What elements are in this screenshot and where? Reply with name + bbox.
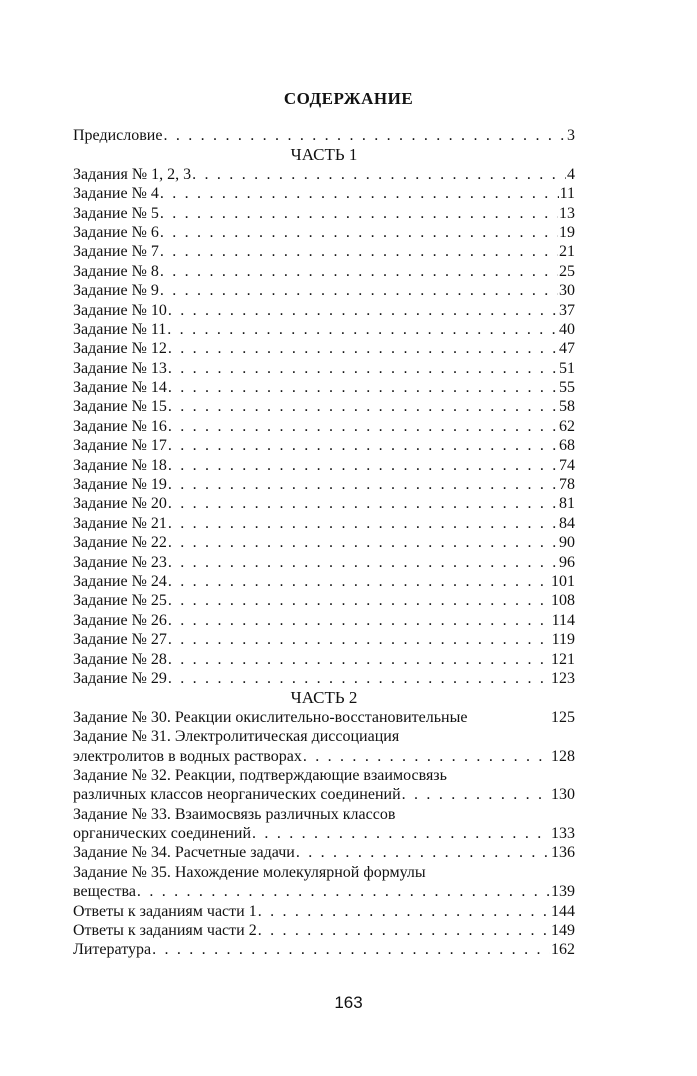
toc-entry-page: 68 (559, 437, 575, 455)
dot-leader (163, 126, 566, 145)
toc-entry-answers-1 (73, 902, 575, 921)
toc-entry-label: Задание № 11 (73, 320, 167, 338)
toc-entry-label: Задание № 18 (73, 456, 167, 474)
toc-entry-34 (73, 843, 575, 862)
toc-entry-label: Задание № 14 (73, 379, 167, 397)
toc-entry-page: 62 (559, 417, 575, 435)
toc-entry-page: 74 (559, 456, 575, 474)
dot-leader (258, 902, 550, 921)
toc-entry-label: Задание № 10 (73, 301, 167, 319)
toc-entry-label: Ответы к заданиям части 1 (73, 902, 257, 920)
toc-entry (73, 339, 575, 358)
toc-entry (73, 572, 575, 591)
toc-entry-label: Задание № 12 (73, 340, 167, 358)
toc-entry-literature (73, 940, 575, 959)
toc-entry (73, 242, 575, 261)
dot-leader (168, 494, 558, 513)
toc-entry (73, 223, 575, 242)
toc-entry-label: Задание № 4 (73, 185, 159, 203)
toc-entry-label: Задание № 27 (73, 631, 167, 649)
toc-entry-label: Задание № 23 (73, 553, 167, 571)
part1-entries (73, 165, 575, 689)
dot-leader (303, 747, 550, 766)
dot-leader (168, 436, 558, 455)
toc-entry-page: 136 (551, 844, 575, 862)
toc-entry (73, 320, 575, 339)
toc-entry-page: 21 (559, 243, 575, 261)
dot-leader (168, 591, 550, 610)
toc-entry (73, 301, 575, 320)
dot-leader (137, 882, 550, 901)
part2-heading: ЧАСТЬ 2 (290, 688, 358, 708)
toc-entry (73, 669, 575, 688)
dot-leader (402, 785, 550, 804)
dot-leader (168, 650, 550, 669)
dot-leader (160, 184, 559, 203)
toc-entry-page: 144 (551, 902, 575, 920)
toc-entry-page: 130 (551, 786, 575, 804)
toc-entry-page: 128 (551, 747, 575, 765)
toc-entry-page: 162 (551, 941, 575, 959)
toc-entry-label: Задание № 26 (73, 611, 167, 629)
toc-entry-label: Задание № 29 (73, 669, 167, 687)
dot-leader (168, 630, 551, 649)
toc-entry (73, 184, 575, 203)
toc-entry-label: Задание № 7 (73, 243, 159, 261)
toc-entry-31-line1: Задание № 31. Электролитическая диссоциация (73, 728, 400, 746)
toc-entry-page: 13 (559, 204, 575, 222)
part1-heading: ЧАСТЬ 1 (290, 145, 358, 165)
toc-entry-page: 108 (551, 592, 575, 610)
toc-entry-page: 101 (551, 572, 575, 590)
toc-entry-page: 37 (559, 301, 575, 319)
toc-entry-page: 149 (551, 922, 575, 940)
toc-entry (73, 553, 575, 572)
toc-entry (73, 281, 575, 300)
toc-entry-preface (73, 126, 575, 145)
toc-entry-35-line1: Задание № 35. Нахождение молекулярной формулы (73, 863, 426, 881)
toc-entry-page: 78 (559, 476, 575, 494)
toc-entry-answers-2 (73, 921, 575, 940)
toc-entry-label: Задание № 22 (73, 534, 167, 552)
toc-entry-35 (73, 882, 575, 901)
dot-leader (152, 940, 550, 959)
dot-leader (160, 223, 558, 242)
toc-entry-page: 84 (559, 514, 575, 532)
toc-entry-label: Задание № 24 (73, 572, 167, 590)
toc-entry-page: 119 (551, 631, 575, 649)
toc-entry-page: 4 (567, 165, 575, 183)
dot-leader (160, 281, 558, 300)
toc-entry-page: 47 (559, 340, 575, 358)
toc-entry (73, 494, 575, 513)
toc-entry-page: 11 (559, 185, 575, 203)
dot-leader (160, 242, 558, 261)
toc-entry-label: Задание № 19 (73, 476, 167, 494)
toc-entry-33 (73, 824, 575, 843)
dot-leader (168, 572, 550, 591)
dot-leader (168, 611, 551, 630)
toc-entry-label: Задание № 16 (73, 417, 167, 435)
toc-entry-page: 121 (551, 650, 575, 668)
toc-entry-32 (73, 785, 575, 804)
toc-entry-label: Задание № 30. Реакции окислительно-восстановительные (73, 708, 468, 726)
toc-entry-page: 123 (551, 669, 575, 687)
toc-entry-page: 19 (559, 223, 575, 241)
toc-entry-page: 25 (559, 262, 575, 280)
toc-entry (73, 378, 575, 397)
toc-entry-page: 40 (559, 320, 575, 338)
toc-entry-label: Задание № 8 (73, 262, 159, 280)
toc-entry-label: Задание № 21 (73, 514, 167, 532)
toc-entry-label: Задания № 1, 2, 3 (73, 165, 192, 183)
toc-entry (73, 436, 575, 455)
dot-leader (296, 843, 550, 862)
toc-entry-30 (73, 708, 575, 727)
dot-leader (168, 359, 558, 378)
toc-entry (73, 417, 575, 436)
toc-entry-31 (73, 747, 575, 766)
page-number: 163 (334, 993, 363, 1012)
toc-entry (73, 514, 575, 533)
toc-entry-page: 96 (559, 553, 575, 571)
toc-entry (73, 165, 575, 184)
toc-entry-page: 81 (559, 495, 575, 513)
toc-entry-label: Задание № 15 (73, 398, 167, 416)
toc-entry-page: 90 (559, 534, 575, 552)
toc-entry-page: 3 (567, 127, 575, 144)
dot-leader (252, 824, 550, 843)
toc-entry-page: 30 (559, 282, 575, 300)
toc-entry-page: 114 (551, 611, 575, 629)
toc-entry-label: вещества (73, 883, 136, 901)
toc-entry-label: Предисловие (73, 127, 163, 144)
dot-leader (168, 378, 558, 397)
toc-entry-page: 133 (551, 825, 575, 843)
dot-leader (160, 262, 558, 281)
dot-leader (168, 301, 558, 320)
toc-entry-32-line1: Задание № 32. Реакции, подтверждающие взаимосвязь (73, 766, 447, 784)
table-of-contents (73, 126, 575, 960)
dot-leader (168, 553, 558, 572)
toc-entry-page: 139 (551, 883, 575, 901)
toc-entry (73, 650, 575, 669)
dot-leader (168, 475, 558, 494)
toc-entry-label: Задание № 9 (73, 282, 159, 300)
toc-entry (73, 397, 575, 416)
dot-leader (168, 456, 558, 475)
toc-entry-label: электролитов в водных растворах (73, 747, 302, 765)
toc-entry-page: 58 (559, 398, 575, 416)
dot-leader (168, 417, 558, 436)
toc-entry (73, 262, 575, 281)
dot-leader (258, 921, 550, 940)
toc-entry-label: Задание № 17 (73, 437, 167, 455)
toc-entry-label: различных классов неорганических соединений (73, 786, 401, 804)
dot-leader (192, 165, 566, 184)
toc-entry-label: органических соединений (73, 825, 252, 843)
dot-leader (168, 339, 558, 358)
toc-entry-page: 125 (551, 708, 575, 726)
toc-entry-label: Задание № 25 (73, 592, 167, 610)
toc-entry (73, 611, 575, 630)
dot-leader (168, 514, 558, 533)
toc-entry (73, 359, 575, 378)
toc-entry (73, 475, 575, 494)
toc-entry (73, 533, 575, 552)
toc-entry-33-line1: Задание № 33. Взаимосвязь различных классов (73, 805, 396, 823)
dot-leader (160, 204, 558, 223)
toc-entry (73, 591, 575, 610)
toc-entry (73, 456, 575, 475)
page-title: СОДЕРЖАНИЕ (283, 89, 414, 108)
toc-entry-label: Литература (73, 941, 152, 959)
toc-entry-page: 51 (559, 359, 575, 377)
toc-entry-label: Задание № 6 (73, 223, 159, 241)
toc-entry-label: Задание № 5 (73, 204, 159, 222)
dot-leader (168, 533, 558, 552)
dot-leader (168, 397, 558, 416)
toc-entry-label: Задание № 34. Расчетные задачи (73, 844, 295, 862)
toc-entry-page: 55 (559, 379, 575, 397)
dot-leader (167, 320, 558, 339)
toc-entry (73, 630, 575, 649)
toc-entry (73, 204, 575, 223)
toc-entry-label: Задание № 28 (73, 650, 167, 668)
toc-entry-label: Ответы к заданиям части 2 (73, 922, 257, 940)
dot-leader (168, 669, 550, 688)
toc-entry-label: Задание № 20 (73, 495, 167, 513)
toc-entry-label: Задание № 13 (73, 359, 167, 377)
